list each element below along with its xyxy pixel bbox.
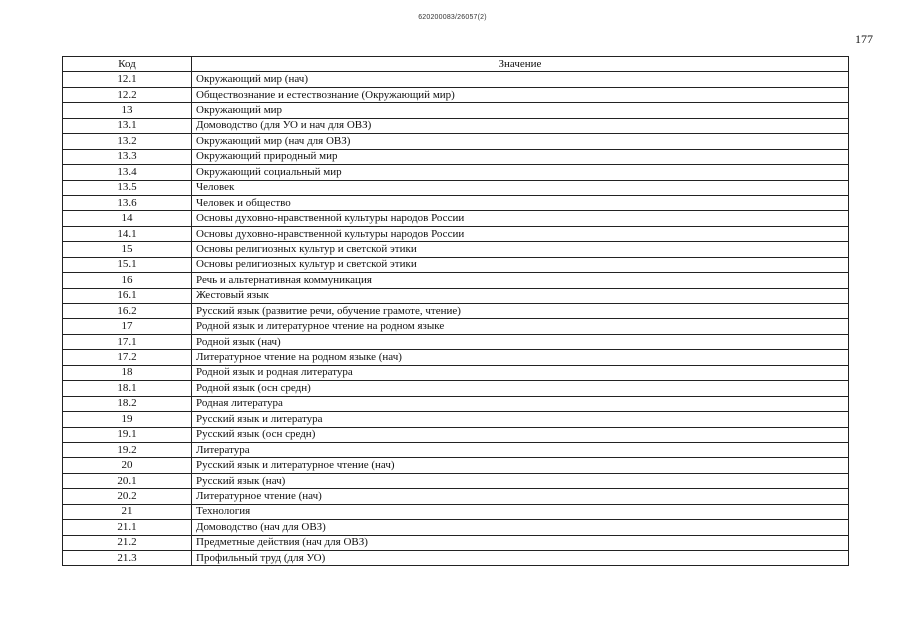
- header-row: [63, 57, 849, 72]
- codes-table: [62, 56, 849, 566]
- code-cell: 21.1: [63, 520, 192, 535]
- value-cell: Литература: [192, 442, 849, 457]
- value-cell: Домоводство (для УО и нач для ОВЗ): [192, 118, 849, 133]
- table-row: [63, 134, 849, 149]
- code-cell: 13.4: [63, 165, 192, 180]
- code-cell: 21.2: [63, 535, 192, 550]
- code-cell: 13: [63, 103, 192, 118]
- value-cell: Жестовый язык: [192, 288, 849, 303]
- table-row: [63, 211, 849, 226]
- code-cell: 13.3: [63, 149, 192, 164]
- table-row: [63, 118, 849, 133]
- table-row: [63, 381, 849, 396]
- value-cell: Основы религиозных культур и светской этики: [192, 257, 849, 272]
- value-cell: Родной язык и родная литература: [192, 365, 849, 380]
- value-cell: Родной язык (осн средн): [192, 381, 849, 396]
- value-cell: Основы религиозных культур и светской этики: [192, 242, 849, 257]
- value-cell: Человек и общество: [192, 195, 849, 210]
- table-row: [63, 551, 849, 566]
- code-cell: 20: [63, 458, 192, 473]
- table-row: [63, 180, 849, 195]
- value-cell: Родной язык (нач): [192, 334, 849, 349]
- code-cell: 20.2: [63, 489, 192, 504]
- value-cell: Человек: [192, 180, 849, 195]
- code-cell: 19.1: [63, 427, 192, 442]
- table-row: [63, 365, 849, 380]
- value-cell: Окружающий мир (нач): [192, 72, 849, 87]
- value-cell: Основы духовно-нравственной культуры народов России: [192, 226, 849, 241]
- value-cell: Родной язык и литературное чтение на родном языке: [192, 319, 849, 334]
- value-cell: Окружающий природный мир: [192, 149, 849, 164]
- table-row: [63, 520, 849, 535]
- table-row: [63, 103, 849, 118]
- value-cell: Родная литература: [192, 396, 849, 411]
- code-cell: 19.2: [63, 442, 192, 457]
- page-number: 177: [855, 32, 873, 46]
- document-id: 620200083/26057(2): [418, 14, 487, 21]
- value-cell: Русский язык (нач): [192, 473, 849, 488]
- table-row: [63, 396, 849, 411]
- code-cell: 18.1: [63, 381, 192, 396]
- table-row: [63, 242, 849, 257]
- table-row: [63, 304, 849, 319]
- code-cell: 16: [63, 273, 192, 288]
- table-row: [63, 87, 849, 102]
- code-cell: 18: [63, 365, 192, 380]
- table-row: [63, 350, 849, 365]
- code-cell: 17.2: [63, 350, 192, 365]
- code-cell: 15.1: [63, 257, 192, 272]
- code-cell: 18.2: [63, 396, 192, 411]
- value-cell: Окружающий мир (нач для ОВЗ): [192, 134, 849, 149]
- table-row: [63, 288, 849, 303]
- table-row: [63, 412, 849, 427]
- column-header-value: Значение: [192, 57, 849, 72]
- table-row: [63, 165, 849, 180]
- code-cell: 17.1: [63, 334, 192, 349]
- code-cell: 13.5: [63, 180, 192, 195]
- value-cell: Домоводство (нач для ОВЗ): [192, 520, 849, 535]
- code-cell: 12.2: [63, 87, 192, 102]
- table-body: [63, 72, 849, 566]
- table-row: [63, 195, 849, 210]
- table-row: [63, 149, 849, 164]
- table-header: [63, 57, 849, 72]
- value-cell: Русский язык и литература: [192, 412, 849, 427]
- column-header-code: Код: [63, 57, 192, 72]
- code-cell: 19: [63, 412, 192, 427]
- code-cell: 14.1: [63, 226, 192, 241]
- code-cell: 21: [63, 504, 192, 519]
- value-cell: Профильный труд (для УО): [192, 551, 849, 566]
- code-cell: 13.6: [63, 195, 192, 210]
- value-cell: Предметные действия (нач для ОВЗ): [192, 535, 849, 550]
- table-row: [63, 473, 849, 488]
- code-cell: 20.1: [63, 473, 192, 488]
- code-cell: 16.2: [63, 304, 192, 319]
- value-cell: Русский язык и литературное чтение (нач): [192, 458, 849, 473]
- table-row: [63, 458, 849, 473]
- code-cell: 17: [63, 319, 192, 334]
- table-row: [63, 319, 849, 334]
- table-row: [63, 273, 849, 288]
- code-cell: 21.3: [63, 551, 192, 566]
- code-cell: 14: [63, 211, 192, 226]
- value-cell: Русский язык (осн средн): [192, 427, 849, 442]
- value-cell: Русский язык (развитие речи, обучение грамоте, чтение): [192, 304, 849, 319]
- table-row: [63, 226, 849, 241]
- code-cell: 12.1: [63, 72, 192, 87]
- table-row: [63, 334, 849, 349]
- value-cell: Основы духовно-нравственной культуры народов России: [192, 211, 849, 226]
- table-row: [63, 535, 849, 550]
- code-cell: 16.1: [63, 288, 192, 303]
- value-cell: Технология: [192, 504, 849, 519]
- code-cell: 15: [63, 242, 192, 257]
- code-cell: 13.1: [63, 118, 192, 133]
- table-row: [63, 489, 849, 504]
- value-cell: Окружающий мир: [192, 103, 849, 118]
- value-cell: Окружающий социальный мир: [192, 165, 849, 180]
- value-cell: Литературное чтение (нач): [192, 489, 849, 504]
- table-row: [63, 72, 849, 87]
- code-cell: 13.2: [63, 134, 192, 149]
- table-row: [63, 504, 849, 519]
- value-cell: Литературное чтение на родном языке (нач): [192, 350, 849, 365]
- value-cell: Обществознание и естествознание (Окружающий мир): [192, 87, 849, 102]
- table-row: [63, 257, 849, 272]
- table-row: [63, 427, 849, 442]
- value-cell: Речь и альтернативная коммуникация: [192, 273, 849, 288]
- table-row: [63, 442, 849, 457]
